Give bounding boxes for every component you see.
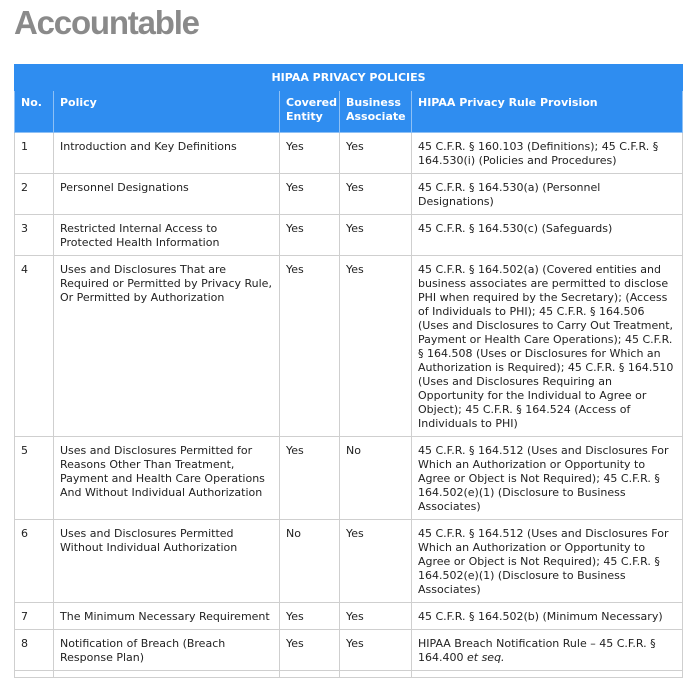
provision-text: 45 C.F.R. § 164.502(a) (Covered entities and business associates are permitted to disclose PHI when required by the Secretary); (Access of Individuals to PHI); 45 C.F.R. § 164.506 (Uses and Disclosures to Carry Out Treatment, Payment or Health Care Operations); 45 C.F.R. § 164.508 (Uses or Disclosures for Which an Authorization is Required); 45 C.F.R. § 164.510 (Uses and Disclosures Requiring an Opportunity for the Individual to Agree or Object); 45 C.F.R. § 164.524 (Access of Individuals to PHI) <box>412 256 683 437</box>
row-number: 6 <box>15 520 54 603</box>
business-associate-value: No <box>340 437 412 520</box>
policy-name: Introduction and Key Definitions <box>54 133 280 174</box>
hipaa-privacy-policies-table <box>14 64 683 678</box>
table-row-partial <box>15 671 683 678</box>
covered-entity-value: Yes <box>280 630 340 671</box>
column-header-provision: HIPAA Privacy Rule Provision <box>412 91 683 133</box>
business-associate-value: Yes <box>340 215 412 256</box>
table-row <box>15 174 683 215</box>
table-title: HIPAA PRIVACY POLICIES <box>15 65 683 91</box>
covered-entity-value: Yes <box>280 133 340 174</box>
empty-cell <box>412 671 683 678</box>
row-number: 2 <box>15 174 54 215</box>
column-header-business-associate: Business Associate <box>340 91 412 133</box>
provision-italic-text: et seq. <box>467 651 505 664</box>
provision-text: 45 C.F.R. § 164.502(b) (Minimum Necessary) <box>412 603 683 630</box>
business-associate-value: Yes <box>340 630 412 671</box>
row-number: 4 <box>15 256 54 437</box>
table-row <box>15 630 683 671</box>
table-row <box>15 133 683 174</box>
empty-cell <box>280 671 340 678</box>
covered-entity-value: Yes <box>280 603 340 630</box>
table-row <box>15 215 683 256</box>
provision-text: 45 C.F.R. § 164.512 (Uses and Disclosures For Which an Authorization or Opportunity to Agree or Object is Not Required); 45 C.F.R. § 164.502(e)(1) (Disclosure to Business Associates) <box>412 520 683 603</box>
policy-name: Uses and Disclosures That are Required or Permitted by Privacy Rule, Or Permitted by Authorization <box>54 256 280 437</box>
business-associate-value: Yes <box>340 174 412 215</box>
table-row <box>15 603 683 630</box>
provision-text: 45 C.F.R. § 164.530(a) (Personnel Designations) <box>412 174 683 215</box>
table-row <box>15 520 683 603</box>
accountable-logo: Accountable <box>14 4 199 41</box>
row-number: 1 <box>15 133 54 174</box>
column-header-covered-entity: Covered Entity <box>280 91 340 133</box>
covered-entity-value: Yes <box>280 174 340 215</box>
column-header-policy: Policy <box>54 91 280 133</box>
business-associate-value: Yes <box>340 603 412 630</box>
provision-text: 45 C.F.R. § 164.512 (Uses and Disclosures For Which an Authorization or Opportunity to Agree or Object is Not Required); 45 C.F.R. § 164.502(e)(1) (Disclosure to Business Associates) <box>412 437 683 520</box>
empty-cell <box>54 671 280 678</box>
business-associate-value: Yes <box>340 256 412 437</box>
table-row <box>15 437 683 520</box>
provision-text: 45 C.F.R. § 164.530(c) (Safeguards) <box>412 215 683 256</box>
business-associate-value: Yes <box>340 133 412 174</box>
table-row <box>15 256 683 437</box>
policy-name: Notification of Breach (Breach Response Plan) <box>54 630 280 671</box>
covered-entity-value: Yes <box>280 256 340 437</box>
provision-text: 45 C.F.R. § 160.103 (Definitions); 45 C.F.R. § 164.530(i) (Policies and Procedures) <box>412 133 683 174</box>
empty-cell <box>340 671 412 678</box>
row-number: 5 <box>15 437 54 520</box>
covered-entity-value: Yes <box>280 437 340 520</box>
business-associate-value: Yes <box>340 520 412 603</box>
column-header-no: No. <box>15 91 54 133</box>
provision-text: HIPAA Breach Notification Rule – 45 C.F.R. § 164.400 et seq. <box>412 630 683 671</box>
policy-name: Personnel Designations <box>54 174 280 215</box>
row-number: 7 <box>15 603 54 630</box>
row-number: 3 <box>15 215 54 256</box>
policy-name: Uses and Disclosures Permitted Without Individual Authorization <box>54 520 280 603</box>
policy-name: Uses and Disclosures Permitted for Reasons Other Than Treatment, Payment and Health Care Operations And Without Individual Authorization <box>54 437 280 520</box>
empty-cell <box>15 671 54 678</box>
covered-entity-value: Yes <box>280 215 340 256</box>
row-number: 8 <box>15 630 54 671</box>
policy-name: Restricted Internal Access to Protected Health Information <box>54 215 280 256</box>
policy-name: The Minimum Necessary Requirement <box>54 603 280 630</box>
covered-entity-value: No <box>280 520 340 603</box>
